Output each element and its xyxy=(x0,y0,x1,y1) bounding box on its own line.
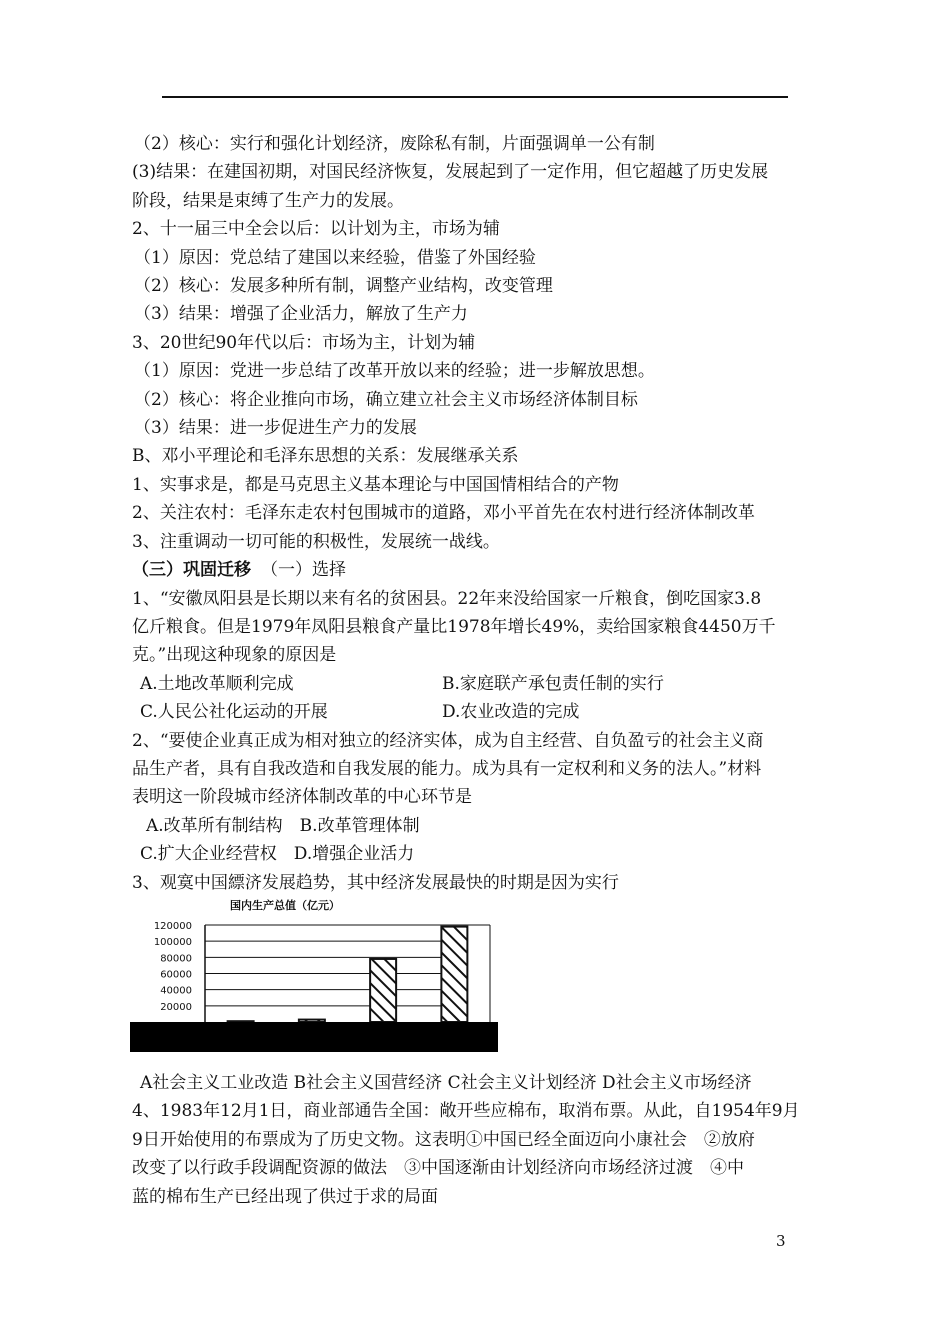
question-3: 3、观寞中国縹济发展趋势，其中经济发展最快的时期是因为实行 xyxy=(132,872,619,893)
chart-y-tick-label: 120000 xyxy=(153,921,192,932)
text-line: （2）核心：发展多种所有制，调整产业结构，改变管理 xyxy=(134,276,553,297)
chart-bar xyxy=(370,959,396,1022)
section-heading-bold: （三）巩固迁移 xyxy=(132,560,251,581)
text-line: （2）核心：实行和强化计划经济，废除私有制，片面强调单一公有制 xyxy=(134,134,655,154)
chart-bar xyxy=(299,1020,325,1022)
text-line: （3）结果：增强了企业活力，解放了生产力 xyxy=(134,304,468,325)
question-1-options xyxy=(132,698,842,726)
chart-y-tick-label: 60000 xyxy=(160,969,192,981)
chart-y-tick-label: 20000 xyxy=(160,1001,192,1013)
question-1-options xyxy=(132,670,842,698)
question-2: 表明这一阶段城市经济体制改革的中心环节是 xyxy=(132,787,472,808)
text-line: 2、关注农村：毛泽东走农村包围城市的道路，邓小平首先在农村进行经济体制改革 xyxy=(132,503,755,524)
question-1: 亿斤粮食。但是1979年凤阳县粮食产量比1978年增长49%，卖给国家粮食4450万千 xyxy=(132,616,776,637)
question-4: 蓝的棉布生产已经出现了供过于求的局面 xyxy=(132,1186,438,1207)
text-line: （2）核心：将企业推向市场，确立建立社会主义市场经济体制目标 xyxy=(134,389,638,410)
text-line: （1）原因：党总结了建国以来经验，借鉴了外国经验 xyxy=(134,247,536,268)
chart-bar xyxy=(441,927,467,1022)
section-subheading: （一）选择 xyxy=(261,560,346,581)
option-c: C.人民公社化运动的开展 xyxy=(140,702,328,723)
section-heading xyxy=(132,556,842,584)
question-2-options-cd: C.扩大企业经营权 D.增强企业活力 xyxy=(140,844,415,865)
text-line: B、邓小平理论和毛泽东思想的关系：发展继承关系 xyxy=(132,446,519,467)
chart-base-band xyxy=(130,1022,498,1052)
document-body xyxy=(132,130,842,897)
question-4: 9日开始使用的布票成为了历史文物。这表明①中国已经全面迈向小康社会 ②放府 xyxy=(132,1129,755,1150)
option-a: A.土地改革顺利完成 xyxy=(140,673,294,694)
gdp-bar-chart xyxy=(130,897,498,1052)
text-line: 2、十一届三中全会以后：以计划为主，市场为辅 xyxy=(132,219,500,240)
option-b: B.家庭联产承包责任制的实行 xyxy=(442,673,664,694)
question-3-options: A社会主义工业改造 B社会主义国营经济 C社会主义计划经济 D社会主义市场经济 xyxy=(140,1073,752,1093)
option-d: D.农业改造的完成 xyxy=(442,702,580,723)
chart-y-tick-label: 40000 xyxy=(160,985,192,997)
chart-gridlines xyxy=(205,941,460,1006)
question-2-options-ab: A.改革所有制结构 B.改革管理体制 xyxy=(146,815,420,836)
text-line: 阶段，结果是束缚了生产力的发展。 xyxy=(132,190,404,211)
question-2: 品生产者，具有自我改造和自我发展的能力。成为具有一定权利和义务的法人。”材料 xyxy=(132,758,762,779)
question-4: 4、1983年12月1日，商业部通告全国：敞开些应棉布，取消布票。从此，自1954年9月 xyxy=(132,1101,800,1122)
text-line: （3）结果：进一步促进生产力的发展 xyxy=(134,418,417,439)
question-1: 克。”出现这种现象的原因是 xyxy=(132,645,337,666)
chart-title: 国内生产总值（亿元） xyxy=(230,899,340,912)
text-line: (3)结果：在建国初期，对国民经济恢复，发展起到了一定作用，但它超越了历史发展 xyxy=(132,162,769,183)
header-rule xyxy=(162,96,788,98)
text-line: （1）原因：党进一步总结了改革开放以来的经验；进一步解放思想。 xyxy=(134,361,655,382)
question-2: 2、“要使企业真正成为相对独立的经济实体，成为自主经营、自负盈亏的社会主义商 xyxy=(132,730,764,751)
chart-y-tick-label: 100000 xyxy=(153,937,192,949)
chart-y-tick-labels xyxy=(154,921,192,1013)
text-line: 3、20世纪90年代以后：市场为主，计划为辅 xyxy=(132,332,476,353)
document-body-continued xyxy=(132,1069,842,1211)
question-4: 改变了以行政手段调配资源的做法 ③中国逐渐由计划经济向市场经济过渡 ④中 xyxy=(132,1158,744,1179)
text-line: 1、实事求是，都是马克思主义基本理论与中国国情相结合的产物 xyxy=(132,474,619,495)
chart-bar xyxy=(228,1021,254,1022)
question-1: 1、“安徽凤阳县是长期以来有名的贫困县。22年来没给国家一斤粮食，倒吃国家3.8 xyxy=(132,588,762,609)
text-line: 3、注重调动一切可能的积极性，发展统一战线。 xyxy=(132,531,500,552)
chart-y-tick-label: 80000 xyxy=(160,953,192,965)
page-number: 3 xyxy=(776,1232,786,1250)
